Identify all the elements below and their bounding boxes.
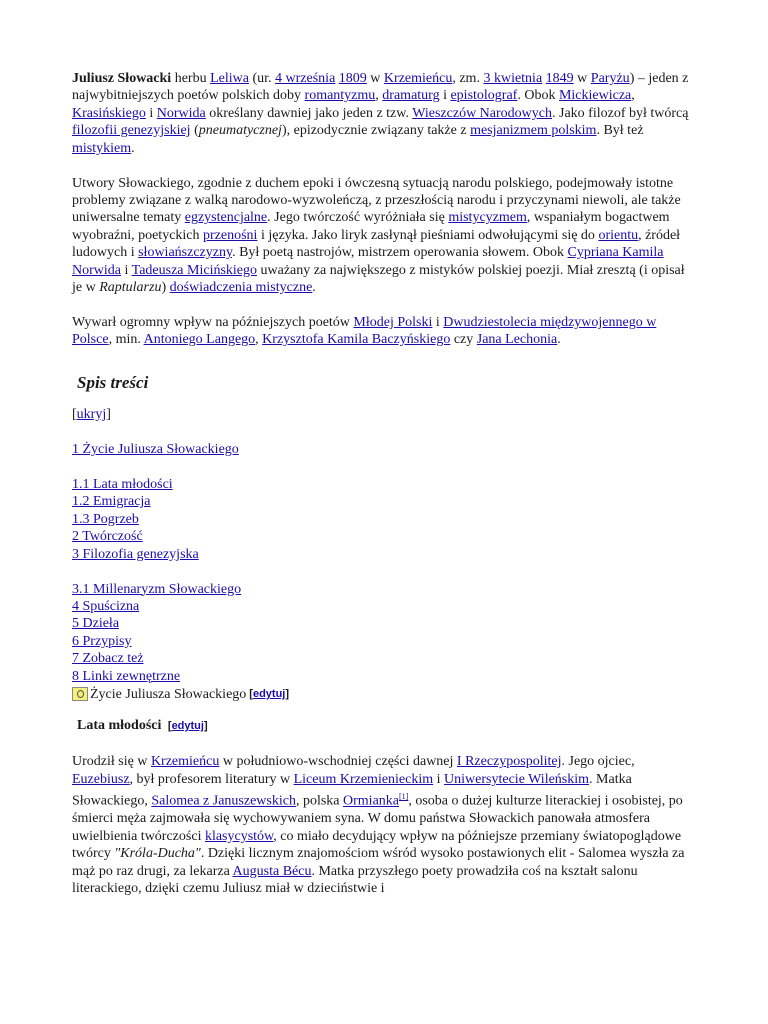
toc-item[interactable]: 4 Spuścizna [72,598,140,614]
toc-item[interactable]: 1.3 Pogrzeb [72,511,139,527]
link-becu[interactable]: Augusta Bécu [232,863,312,879]
toc-title: Spis treści [77,373,149,393]
link-krzemieniec-2[interactable]: Krzemieńcu [150,754,220,770]
section-edit: [edytuj] [167,719,208,732]
edit-pencil-icon[interactable] [72,687,88,701]
link-mesjanizm[interactable]: mesjanizmem polskim [470,123,597,139]
link-orient[interactable]: orientu [598,227,639,243]
link-leliwa[interactable]: Leliwa [210,71,249,86]
link-paryz[interactable]: Paryżu [590,71,630,86]
section-heading-zycie: Życie Juliusza Słowackiego [edytuj] [72,685,694,704]
link-wieszczowie[interactable]: Wieszczów Narodowych [412,105,552,121]
link-slowianszczyzna[interactable]: słowiańszczyzny [138,245,233,261]
article [72,70,694,897]
link-krasinski[interactable]: Krasińskiego [72,105,146,121]
toc-item[interactable]: 7 Zobacz też [72,651,144,667]
toc-item[interactable]: 1.1 Lata młodości [72,477,173,492]
toc-toggle: [ukryj] [72,407,111,423]
link-przenosnia[interactable]: przenośni [203,227,258,243]
edit-link[interactable]: edytuj [171,719,204,732]
link-doswiadczenia-mistyczne[interactable]: doświadczenia mistyczne [169,279,313,295]
link-liceum[interactable]: Liceum Krzemienieckim [293,771,434,787]
link-dramaturg[interactable]: dramaturg [382,88,440,104]
section-heading-lata-mlodosci: Lata młodości [edytuj] [77,717,208,733]
article-subject: Juliusz Słowacki [72,71,172,86]
link-filozofia-genezyjska[interactable]: filozofii genezyjskiej [72,123,191,139]
link-romantyzm[interactable]: romantyzmu [304,88,376,104]
toc-item[interactable]: 3 Filozofia genezyjska [72,546,199,562]
toc-item[interactable]: 3.1 Millenaryzm Słowackiego [72,581,242,597]
body-paragraph-1: Urodził się w Krzemieńcu w południowo-wschodniej części dawnej I Rzeczypospolitej. Jego ojciec, Euzebiusz, był profesorem literatury w Liceum Krzemienieckim i Uniwersytecie Wileńskim. Matka Słowackiego, Salomea z Januszewskich, polska Ormianka[1], osoba o dużej kulturze literackiej i osobistej, po śmierci męża zajmowała się wychowywaniem syna. W domu państwa Słowackich panowała atmosfera uwielbienia twórczości klasycystów, co miało decydujący wpływ na późniejsze przemiany światopoglądowe twórcy "Króla-Ducha". Dzięki licznym znajomościom wśród wysoko postawionych elit - Salomea wyszła za mąż po raz drugi, za lekarza Augusta Bécu. Matka przyszłego poety prowadziła coś na kształt salonu literackiego, dzięki czemu Juliusz miał w dzieciństwie i [72,754,685,896]
link-dwudziestolecie[interactable]: Dwudziestolecia międzywojennego w Polsce [72,314,657,348]
toc-item[interactable]: 6 Przypisy [72,633,132,649]
link-krzemieniec[interactable]: Krzemieńcu [383,71,453,86]
footnote-link[interactable]: [1] [399,792,409,802]
toc-item[interactable]: 5 Dzieła [72,616,120,632]
link-birth-date[interactable]: 4 września [275,71,336,86]
intro-paragraph-2: Utwory Słowackiego, zgodnie z duchem epoki i ówczesną sytuacją narodu polskiego, podejmowały istotne problemy związane z walką narodowo-wyzwoleńczą, z przeszłością narodu i przyczynami niewoli, ale także uniwersalne tematy egzystencjalne. Jego twórczość wyróżniała się mistycyzmem, wspaniałym bogactwem wyobraźni, poetyckich przenośni i języka. Jako liryk zasłynął pieśniami odwołującymi się do orientu, źródeł ludowych i słowiańszczyzny. Był poetą nastrojów, mistrzem operowania słowem. Obok Cypriana Kamila Norwida i Tadeusza Micińskiego uważany za największego z mistyków polskiej poezji. Miał zresztą (i opisał je w Raptularzu) doświadczenia mistyczne. [72,175,685,295]
link-norwid-cyprian[interactable]: Cypriana Kamila Norwida [72,245,664,278]
link-salomea[interactable]: Salomea z Januszewskich [151,793,296,809]
link-klasycysci[interactable]: klasycystów [204,828,274,844]
link-ormianka[interactable]: Ormianka [343,793,399,809]
intro-paragraph-3: Wywarł ogromny wpływ na późniejszych poetów Młodej Polski i Dwudziestolecia międzywojennego w Polsce, min. Antoniego Langego, Krzysztofa Kamila Baczyńskiego czy Jana Lechonia. [72,314,657,348]
link-norwid[interactable]: Norwida [156,105,206,121]
toc-hide-link[interactable]: ukryj [76,407,107,423]
link-mistyk[interactable]: mistykiem [72,140,132,156]
link-epistolograf[interactable]: epistolograf [450,88,518,104]
edit-link[interactable]: edytuj [252,687,286,700]
link-lange[interactable]: Antoniego Langego [143,332,256,348]
toc-list [72,441,694,685]
link-micinski[interactable]: Tadeusza Micińskiego [131,262,258,278]
link-egzystencjalne[interactable]: egzystencjalne [184,210,268,226]
link-baczynski[interactable]: Krzysztofa Kamila Baczyńskiego [262,332,451,348]
section-edit: [edytuj] [249,687,290,700]
link-mloda-polska[interactable]: Młodej Polski [353,314,433,330]
link-rzeczpospolita[interactable]: I Rzeczypospolitej [456,754,562,770]
link-death-date[interactable]: 3 kwietnia [483,71,543,86]
link-1849[interactable]: 1849 [545,71,574,86]
intro-paragraph-1: Juliusz Słowacki herbu Leliwa (ur. 4 września 1809 w Krzemieńcu, zm. 3 kwietnia 1849 w Paryżu) – jeden z najwybitniejszych poetów polskich doby romantyzmu, dramaturg i epistolograf. Obok Mickiewicza, Krasińskiego i Norwida określany dawniej jako jeden z tzw. Wieszczów Narodowych. Jako filozof był twórcą filozofii genezyjskiej (pneumatycznej), epizodycznie związany także z mesjanizmem polskim. Był też mistykiem. [72,71,689,156]
toc-item[interactable]: 1.2 Emigracja [72,494,151,510]
link-mickiewicz[interactable]: Mickiewicza [558,88,632,104]
link-lechon[interactable]: Jana Lechonia [476,332,558,348]
link-euzebiusz[interactable]: Euzebiusz [72,771,130,787]
link-mistycyzm[interactable]: mistycyzmem [448,210,527,226]
link-uniwersytet[interactable]: Uniwersytecie Wileńskim [444,771,590,787]
toc-item[interactable]: 1 Życie Juliusza Słowackiego [72,442,239,458]
toc-item[interactable]: 2 Twórczość [72,529,143,545]
toc-item[interactable]: 8 Linki zewnętrzne [72,668,181,684]
link-1809[interactable]: 1809 [338,71,367,86]
